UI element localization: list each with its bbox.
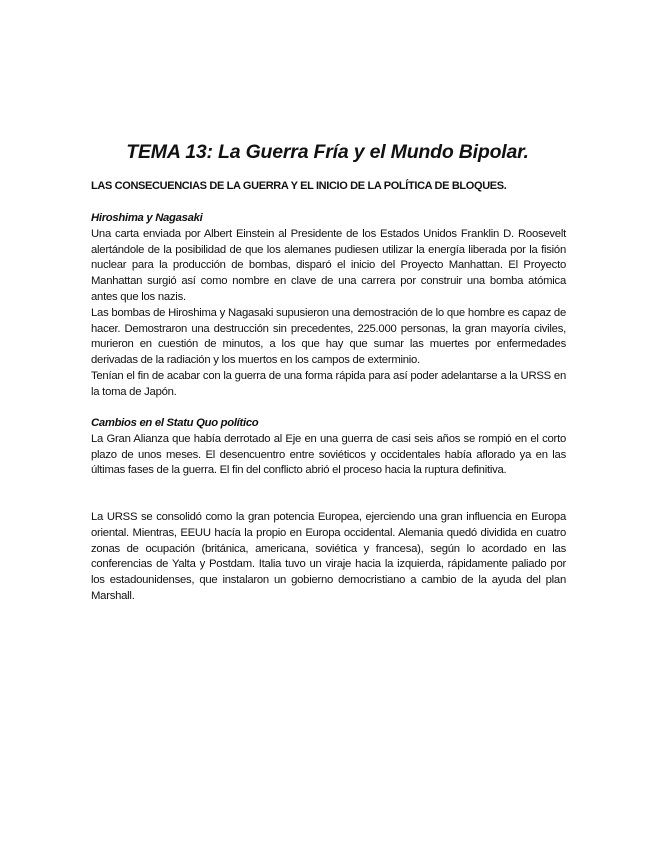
section-hiroshima-nagasaki: [91, 211, 566, 401]
section-urss-eeuu: [91, 510, 566, 605]
paragraph: Tenían el fin de acabar con la guerra de una forma rápida para así poder adelantarse a la URSS en la toma de Japón.: [91, 369, 566, 398]
paragraph: La URSS se consolidó como la gran potencia Europea, ejerciendo una gran influencia en Europa oriental. Mientras, EEUU hacía la propio en Europa occidental. Alemania quedó dividida en cuatro zonas de ocupación (británica, americana, soviética y francesa), según lo acordado en las conferencias de Yalta y Postdam. Italia tuvo un viraje hacia la izquierda, rápidamente paliado por los estadounidenses, que instalaron un gobierno democristiano a cambio de la ayuda del plan Marshall.: [91, 511, 566, 602]
paragraph: Las bombas de Hiroshima y Nagasaki supusieron una demostración de lo que hombre es capaz de hacer. Demostraron una destrucción sin precedentes, 225.000 personas, la gran mayoría civiles, murieron en cuestión de minutos, a los que hay que sumar las muertes por enfermedades derivadas de la radiación y los muertos en los campos de exterminio.: [91, 306, 566, 367]
section-heading: Cambios en el Statu Quo político: [91, 417, 259, 429]
page-title: TEMA 13: La Guerra Fría y el Mundo Bipolar.: [126, 141, 529, 163]
section-heading: Hiroshima y Nagasaki: [91, 212, 203, 224]
section-subtitle: LAS CONSECUENCIAS DE LA GUERRA Y EL INICIO DE LA POLÍTICA DE BLOQUES.: [91, 180, 507, 192]
paragraph: La Gran Alianza que había derrotado al Eje en una guerra de casi seis años se rompió en el corto plazo de unos meses. El desencuentro entre soviéticos y occidentales había aflorado ya en las últimas fases de la guerra. El fin del conflicto abrió el proceso hacia la ruptura definitiva.: [91, 432, 566, 477]
section-statu-quo: [91, 416, 566, 479]
paragraph: Una carta enviada por Albert Einstein al Presidente de los Estados Unidos Franklin D. Roosevelt alertándole de la posibilidad de que los alemanes pudiesen utilizar la energía liberada por la fisión nuclear para la producción de bombas, disparó el inicio del Proyecto Manhattan. El Proyecto Manhattan surgió así como nombre en clave de una carrera por construir una bomba atómica antes que los nazis.: [91, 227, 566, 303]
